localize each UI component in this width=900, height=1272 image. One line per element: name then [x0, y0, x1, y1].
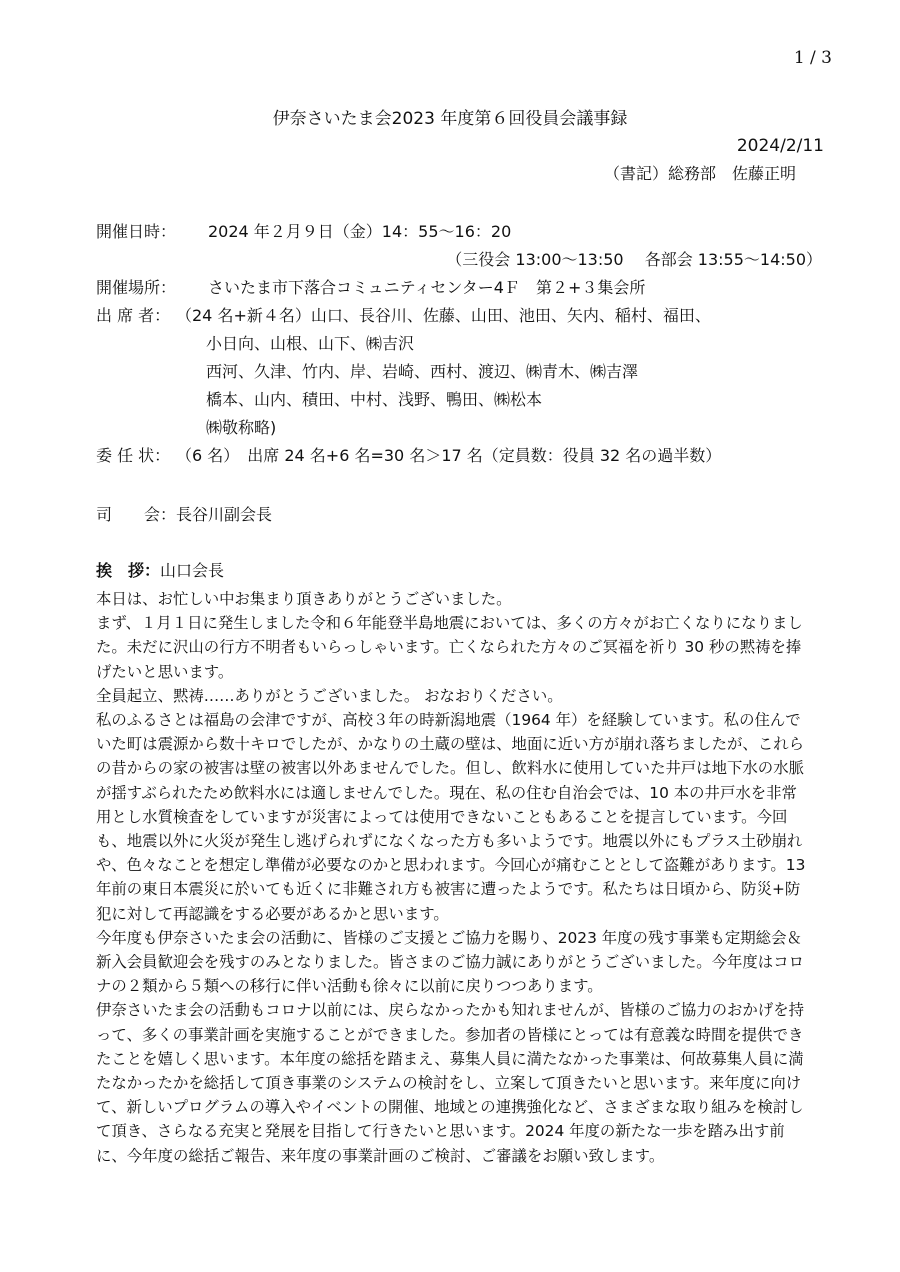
greeting-heading [96, 558, 224, 581]
moderator: 司 会：長谷川副会長 [96, 505, 273, 524]
greeting-paragraph: 本日は、お忙しい中お集まり頂きありがとうございました。 [96, 590, 512, 608]
attendees-row [96, 302, 836, 330]
page-number: 1 / 3 [793, 48, 832, 68]
document-author: （書記）総務部 佐藤正明 [603, 164, 796, 183]
attendees-line: （24 名+新４名）山口、長谷川、佐藤、山田、池田、矢内、稲村、福田、 [176, 306, 711, 325]
document-title: 伊奈さいたま会2023 年度第６回役員会議事録 [272, 109, 628, 129]
greeting-body [96, 587, 808, 1168]
datetime-label: 開催日時： [96, 222, 177, 241]
greeting-paragraph: 私のふるさとは福島の会津ですが、高校３年の時新潟地震（1964 年）を経験しています。私の住んでいた町は震源から数十キロでしたが、かなりの土蔵の壁は、地面に近い方が崩れ落ちましたが、これらの昔からの家の被害は壁の被害以外あませんでした。但し、飲料水に使用していた井戸は地下水の水脈が揺すぶられたため飲料水には適しませんでした。現在、私の住む自治会では、10 本の井戸水を非常用とし水質検査をしていますが災害によっては使用できないこともあることを提言しています。今回も、地震以外に火災が発生し逃げられずになくなった方も多いようです。地震以外にもプラス土砂崩れや、色々なことを想定し準備が必要なのかと思われます。今回心が痛むこととして盗難があります。13 年前の東日本震災に於いても近くに非難され方も被害に遭ったようです。私たちは日頃から、防災+防犯に対して再認識をする必要があるかと思います。 [96, 711, 806, 923]
greeting-paragraph: 全員起立、黙祷……ありがとうございました。 おなおりください。 [96, 686, 563, 705]
document-date: 2024/2/11 [736, 136, 824, 156]
proxy-value: （6 名） 出席 24 名+6 名=30 名＞17 名（定員数：役員 32 名の過半数） [176, 446, 722, 465]
datetime-sub: （三役会 13:00～13:50 各部会 13:55～14:50） [446, 250, 822, 269]
proxy-label: 委 任 状： [96, 446, 171, 465]
venue-value: さいたま市下落合コミュニティセンター4Ｆ 第２+３集会所 [208, 278, 646, 297]
greeting-paragraph: 伊奈さいたま会の活動もコロナ以前には、戻らなかったかも知れませんが、皆様のご協力のおかげを持って、多くの事業計画を実施することができました。参加者の皆様にとっては有意義な時間を提供できたことを嬉しく思います。本年度の総括を踏まえ、募集人員に満たなかった事業は、何故募集人員に満たなかったかを総括して頂き事業のシステムの検討をし、立案して頂きたいと思います。来年度に向けて、新しいプログラムの導入やイベントの開催、地域との連携強化など、さまざまな取り組みを検討して頂き、さらなる充実と発展を目指して行きたいと思います。2024 年度の新たな一歩を踏み出す前に、今年度の総括ご報告、来年度の事業計画のご検討、ご審議をお願い致します。 [96, 1001, 804, 1165]
venue-row [96, 274, 836, 302]
greeting-heading-value: 山口会長 [160, 561, 225, 580]
attendees-label: 出 席 者： [96, 306, 171, 325]
attendees-line: 橋本、山内、積田、中村、浅野、鴨田、㈱松本 [206, 390, 543, 409]
proxy-row [96, 442, 836, 470]
attendees-line: 小日向、山根、山下、㈱吉沢 [206, 334, 415, 353]
attendees-row [96, 330, 836, 358]
venue-label: 開催場所： [96, 278, 177, 297]
attendees-line: 西河、久津、竹内、岸、岩崎、西村、渡辺、㈱青木、㈱吉澤 [206, 362, 639, 381]
datetime-row [96, 218, 836, 246]
attendees-row [96, 386, 836, 414]
attendees-line: ㈱敬称略) [206, 418, 277, 437]
attendees-row [96, 358, 836, 386]
datetime-sub-row [96, 246, 836, 274]
datetime-value: 2024 年２月９日（金）14：55～16：20 [208, 222, 512, 241]
greeting-paragraph: 今年度も伊奈さいたま会の活動に、皆様のご支援とご協力を賜り、2023 年度の残す事業も定期総会＆新入会員歓迎会を残すのみとなりました。皆さまのご協力誠にありがとうございました。今年度はコロナの２類から５類への移行に伴い活動も徐々に以前に戻りつつあります。 [96, 928, 804, 996]
greeting-heading-label: 挨 拶： [96, 561, 161, 580]
attendees-row [96, 414, 836, 442]
meeting-info [96, 218, 836, 470]
greeting-paragraph: まず、１月１日に発生しました令和６年能登半島地震においては、多くの方々がお亡くなりになりました。未だに沢山の行方不明者もいらっしゃいます。亡くなられた方々のご冥福を祈り 30 秒の黙祷を捧げたいと思います。 [96, 614, 803, 681]
